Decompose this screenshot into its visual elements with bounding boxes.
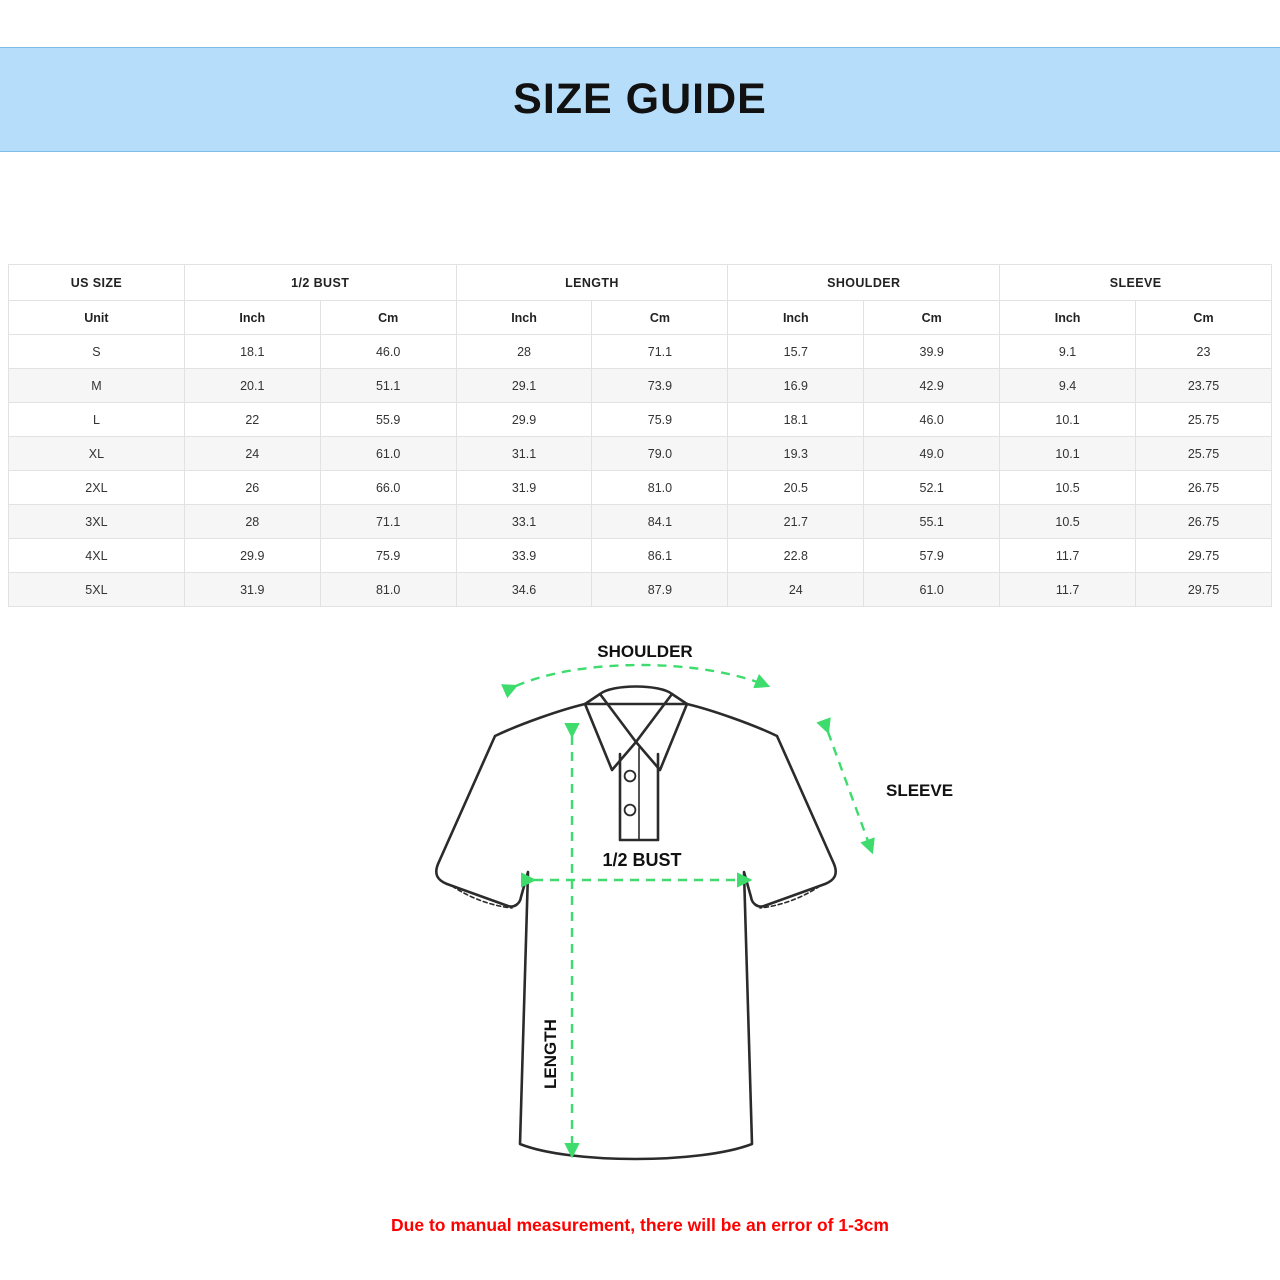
measurement-diagram [0, 624, 1280, 1204]
cell-bust-inch: 28 [184, 505, 320, 539]
cell-shoulder-inch: 18.1 [728, 403, 864, 437]
cell-shoulder-inch: 15.7 [728, 335, 864, 369]
unit-sleeve-cm: Cm [1136, 301, 1272, 335]
diagram-label-shoulder: SHOULDER [597, 642, 693, 661]
unit-shoulder-inch: Inch [728, 301, 864, 335]
cell-length-inch: 29.1 [456, 369, 592, 403]
cell-bust-inch: 24 [184, 437, 320, 471]
unit-bust-cm: Cm [320, 301, 456, 335]
size-table [8, 264, 1272, 607]
cell-sleeve-cm: 23.75 [1136, 369, 1272, 403]
cell-sleeve-inch: 11.7 [1000, 573, 1136, 607]
cell-length-cm: 75.9 [592, 403, 728, 437]
diagram-label-bust: 1/2 BUST [602, 850, 682, 870]
cell-sleeve-cm: 25.75 [1136, 403, 1272, 437]
cell-sleeve-inch: 9.1 [1000, 335, 1136, 369]
cell-length-cm: 73.9 [592, 369, 728, 403]
cell-bust-inch: 29.9 [184, 539, 320, 573]
cell-shoulder-cm: 42.9 [864, 369, 1000, 403]
cell-length-inch: 33.9 [456, 539, 592, 573]
cell-shoulder-cm: 57.9 [864, 539, 1000, 573]
cell-bust-cm: 81.0 [320, 573, 456, 607]
cell-bust-cm: 75.9 [320, 539, 456, 573]
cell-sleeve-inch: 11.7 [1000, 539, 1136, 573]
cell-shoulder-cm: 55.1 [864, 505, 1000, 539]
cell-size: S [9, 335, 185, 369]
cell-shoulder-cm: 61.0 [864, 573, 1000, 607]
column-header-half-bust: 1/2 BUST [184, 265, 456, 301]
cell-shoulder-inch: 24 [728, 573, 864, 607]
cell-sleeve-cm: 26.75 [1136, 505, 1272, 539]
cell-length-cm: 81.0 [592, 471, 728, 505]
cell-bust-inch: 31.9 [184, 573, 320, 607]
cell-size: 3XL [9, 505, 185, 539]
cell-length-cm: 79.0 [592, 437, 728, 471]
column-header-sleeve: SLEEVE [1000, 265, 1272, 301]
cell-bust-inch: 26 [184, 471, 320, 505]
column-header-shoulder: SHOULDER [728, 265, 1000, 301]
cell-shoulder-cm: 39.9 [864, 335, 1000, 369]
diagram-label-sleeve: SLEEVE [886, 781, 954, 800]
cell-size: XL [9, 437, 185, 471]
table-row [9, 471, 1272, 505]
cell-shoulder-cm: 46.0 [864, 403, 1000, 437]
cell-length-inch: 31.9 [456, 471, 592, 505]
cell-sleeve-inch: 10.1 [1000, 437, 1136, 471]
cell-bust-cm: 71.1 [320, 505, 456, 539]
table-row [9, 403, 1272, 437]
cell-bust-inch: 18.1 [184, 335, 320, 369]
cell-shoulder-inch: 19.3 [728, 437, 864, 471]
cell-sleeve-inch: 9.4 [1000, 369, 1136, 403]
cell-size: 2XL [9, 471, 185, 505]
cell-bust-cm: 46.0 [320, 335, 456, 369]
cell-bust-cm: 55.9 [320, 403, 456, 437]
table-row [9, 573, 1272, 607]
measurement-note: Due to manual measurement, there will be an error of 1-3cm [391, 1215, 889, 1235]
cell-shoulder-cm: 49.0 [864, 437, 1000, 471]
size-table-head [9, 265, 1272, 335]
diagram-label-length: LENGTH [541, 1019, 560, 1089]
cell-bust-cm: 66.0 [320, 471, 456, 505]
cell-length-inch: 29.9 [456, 403, 592, 437]
cell-size: M [9, 369, 185, 403]
cell-size: 4XL [9, 539, 185, 573]
table-group-header-row [9, 265, 1272, 301]
unit-length-cm: Cm [592, 301, 728, 335]
table-row [9, 335, 1272, 369]
cell-length-inch: 28 [456, 335, 592, 369]
unit-length-inch: Inch [456, 301, 592, 335]
cell-length-cm: 87.9 [592, 573, 728, 607]
cell-length-inch: 31.1 [456, 437, 592, 471]
cell-shoulder-inch: 22.8 [728, 539, 864, 573]
cell-size: L [9, 403, 185, 437]
cell-sleeve-cm: 23 [1136, 335, 1272, 369]
cell-sleeve-cm: 29.75 [1136, 573, 1272, 607]
cell-length-cm: 84.1 [592, 505, 728, 539]
table-unit-header-row [9, 301, 1272, 335]
table-row [9, 539, 1272, 573]
column-header-length: LENGTH [456, 265, 728, 301]
cell-sleeve-cm: 26.75 [1136, 471, 1272, 505]
cell-bust-cm: 51.1 [320, 369, 456, 403]
size-guide-banner [0, 47, 1280, 152]
cell-bust-cm: 61.0 [320, 437, 456, 471]
cell-bust-inch: 20.1 [184, 369, 320, 403]
cell-sleeve-inch: 10.1 [1000, 403, 1136, 437]
cell-sleeve-inch: 10.5 [1000, 471, 1136, 505]
cell-length-cm: 86.1 [592, 539, 728, 573]
cell-size: 5XL [9, 573, 185, 607]
cell-bust-inch: 22 [184, 403, 320, 437]
cell-shoulder-inch: 20.5 [728, 471, 864, 505]
unit-sleeve-inch: Inch [1000, 301, 1136, 335]
unit-label: Unit [9, 301, 185, 335]
cell-shoulder-cm: 52.1 [864, 471, 1000, 505]
cell-length-inch: 33.1 [456, 505, 592, 539]
table-row [9, 505, 1272, 539]
size-table-container [8, 264, 1272, 607]
cell-sleeve-cm: 25.75 [1136, 437, 1272, 471]
column-header-us-size: US SIZE [9, 265, 185, 301]
unit-shoulder-cm: Cm [864, 301, 1000, 335]
cell-shoulder-inch: 16.9 [728, 369, 864, 403]
cell-shoulder-inch: 21.7 [728, 505, 864, 539]
size-table-body [9, 335, 1272, 607]
cell-length-cm: 71.1 [592, 335, 728, 369]
page-title: SIZE GUIDE [513, 75, 767, 123]
table-row [9, 369, 1272, 403]
cell-sleeve-inch: 10.5 [1000, 505, 1136, 539]
cell-sleeve-cm: 29.75 [1136, 539, 1272, 573]
cell-length-inch: 34.6 [456, 573, 592, 607]
table-row [9, 437, 1272, 471]
unit-bust-inch: Inch [184, 301, 320, 335]
